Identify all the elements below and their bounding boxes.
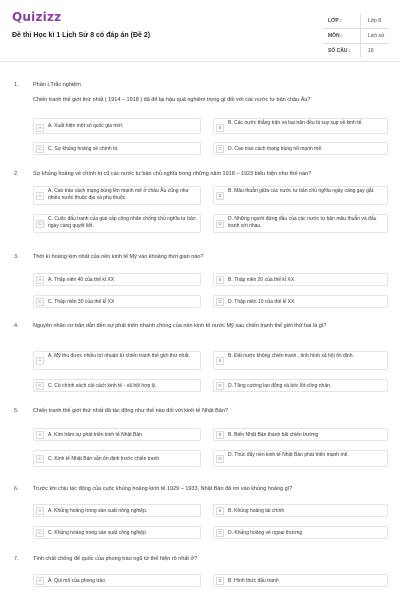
option-text: A. Mỹ thu được nhiều lợi nhuận từ chiến tranh thế giới thứ nhất. [48, 353, 190, 359]
meta-count-value: 10 [368, 48, 374, 54]
question-text: Chiến tranh thế giới thứ nhất ( 1914 – 1918 ) đã để lại hậu quả nghiêm trọng gì đối với các nước tư bản châu Âu? [33, 97, 311, 103]
option-letter: A [36, 276, 44, 284]
option-a[interactable] [33, 574, 201, 587]
option-letter: A [36, 431, 44, 439]
meta-count-label: SỐ CÂU : [328, 48, 351, 54]
option-a[interactable] [33, 504, 201, 517]
option-text: B. Đất nước không chiến tranh , tình hình xã hội ổn định. [228, 353, 354, 359]
option-text: B. Biến Nhật Bản thành bãi chiến trường [228, 432, 319, 438]
option-c[interactable] [33, 214, 201, 233]
option-c[interactable] [33, 379, 201, 392]
option-letter: B [216, 192, 224, 200]
option-c[interactable] [33, 526, 201, 539]
option-letter: D [216, 382, 224, 390]
option-d[interactable] [213, 450, 388, 467]
option-text: C. Có chính sách cải cách kinh tế - xã hội hợp lý. [48, 383, 157, 389]
option-letter: D [216, 455, 224, 463]
option-letter: D [216, 145, 224, 153]
meta-count [322, 44, 390, 57]
option-text: A. Qui mô của phong trào [48, 578, 105, 584]
option-c[interactable] [33, 295, 201, 308]
meta-subject [322, 29, 390, 42]
option-letter: C [36, 529, 44, 537]
option-text: D. Khủng hoảng về ngoại thương [228, 530, 303, 536]
question-number: 4. [14, 323, 19, 329]
option-letter: B [216, 431, 224, 439]
option-a[interactable] [33, 273, 201, 286]
option-d[interactable] [213, 142, 388, 155]
question-number: 5. [14, 408, 19, 414]
option-b[interactable] [213, 574, 388, 587]
option-text: B. Mâu thuẫn giữa các nước tư bản chủ nghĩa ngày càng gay gắt. [228, 188, 375, 194]
option-letter: C [36, 145, 44, 153]
meta-subject-value: Lịch sử [368, 33, 385, 39]
option-b[interactable] [213, 428, 388, 441]
quizizz-logo: Quizizz [12, 10, 62, 24]
option-text: B. Các nước thắng trận và bại trận đều bị suy sụp về kinh tế. [228, 120, 363, 126]
document-header [0, 0, 400, 62]
option-letter: B [216, 276, 224, 284]
option-text: A. Khủng hoảng trong sản xuất nông nghiệp. [48, 508, 148, 514]
question-text: Tính chất chống đế quốc của phong trào ngũ tứ thể hiện rõ nhất ở? [33, 556, 198, 562]
option-letter: C [36, 382, 44, 390]
question-text: Sự khủng hoảng về chính trị cũ các nước tư bản chủ nghĩa trong những năm 1918 – 1923 biểu hiện như thế nào? [33, 171, 312, 177]
option-d[interactable] [213, 526, 388, 539]
option-letter: C [36, 220, 44, 228]
option-d[interactable] [213, 214, 388, 233]
option-a[interactable] [33, 118, 201, 134]
option-b[interactable] [213, 273, 388, 286]
question-number: 2. [14, 171, 19, 177]
option-text: C. Kinh tế Nhật Bản vẫn ổn định trước chiến tranh [48, 456, 160, 462]
option-b[interactable] [213, 186, 388, 205]
option-letter: B [216, 577, 224, 585]
option-d[interactable] [213, 379, 388, 392]
option-d[interactable] [213, 295, 388, 308]
option-letter: B [216, 507, 224, 515]
meta-class [322, 14, 390, 27]
option-letter: C [36, 298, 44, 306]
option-letter: D [216, 529, 224, 537]
option-c[interactable] [33, 142, 201, 155]
question-text: Chiến tranh thế giới thứ nhất đã tác động như thế nào đối với kinh tế Nhật Bản? [33, 408, 228, 414]
option-a[interactable] [33, 351, 201, 370]
option-text: C. Cuộc đấu tranh của giai cấp công nhân chống chủ nghĩa tư bản ngày càng quyết liệt. [48, 216, 196, 229]
option-text: D. Những người đứng đầu của các nước tư bản mâu thuẫn và đấu tranh với nhau. [228, 216, 377, 229]
option-text: B. Khủng hoảng tài chính [228, 508, 285, 514]
option-b[interactable] [213, 118, 388, 134]
option-text: D. Thập niên 10 của thế kỉ XX [228, 299, 295, 305]
option-letter: A [36, 357, 44, 365]
section-label: Phần I.Trắc nghiệm [33, 82, 81, 88]
question-number: 1. [14, 82, 19, 88]
option-letter: A [36, 507, 44, 515]
option-letter: D [216, 220, 224, 228]
document-title: Đề thi Học kì 1 Lịch Sử 8 có đáp án (Đề 2) [12, 32, 151, 39]
option-text: C. Sự khủng hoảng về chính trị. [48, 146, 119, 152]
option-letter: A [36, 577, 44, 585]
option-a[interactable] [33, 186, 201, 205]
option-text: D. Cao trào cách mạng bùng nổ mạnh mẽ. [228, 146, 323, 152]
question-text: Trước khi chịu tác động của cuộc khủng hoảng kinh tế 1929 – 1933, Nhật Bản đã rơi vào khủng hoảng gì? [33, 486, 293, 492]
option-a[interactable] [33, 428, 201, 441]
option-text: D. Tăng cường lao động và bóc lột công nhân. [228, 383, 332, 389]
option-c[interactable] [33, 450, 201, 467]
option-text: B. Hình thức đấu tranh [228, 578, 279, 584]
option-text: C. Thập niên 30 của thế kỉ XX [48, 299, 115, 305]
meta-column-divider [360, 14, 361, 58]
question-number: 7. [14, 556, 19, 562]
option-letter: B [216, 124, 224, 132]
question-number: 6. [14, 486, 19, 492]
option-b[interactable] [213, 351, 388, 370]
option-text: A. Cao trào cách mạng bùng lên mạnh mẽ ở châu Âu cũng như nhiều nước thuộc địa và phụ thuộc. [48, 188, 189, 201]
meta-class-value: Lớp 8 [368, 18, 382, 24]
option-text: A. Xuất hiện một số quốc gia mới. [48, 123, 124, 129]
meta-class-label: LỚP : [328, 18, 342, 24]
option-text: D. Thúc đẩy nền kinh tế Nhật Bản phát triển mạnh mẽ. [228, 452, 349, 458]
option-letter: C [36, 455, 44, 463]
option-text: B. Thập niên 20 của thế kỉ XX [228, 277, 295, 283]
option-letter: D [216, 298, 224, 306]
option-text: A. Thập niên 40 của thế kỉ XX [48, 277, 115, 283]
option-text: C. Khủng hoảng trong sản xuất công nghiệp [48, 530, 146, 536]
option-b[interactable] [213, 504, 388, 517]
meta-subject-label: MÔN : [328, 33, 343, 39]
option-letter: A [36, 124, 44, 132]
option-text: A. Kìm hãm sự phát triển kinh tế Nhật Bản [48, 432, 142, 438]
option-letter: A [36, 192, 44, 200]
question-text: Nguyên nhân cơ bản dẫn đến sự phát triển nhanh chóng của nền kinh tế nước Mỹ sau chiến tranh thế giới thứ hai là gì? [33, 323, 327, 329]
option-letter: B [216, 357, 224, 365]
question-number: 3. [14, 254, 19, 260]
question-text: Thời kì hoàng kim nhất của nền kinh tế Mỹ vào khoảng thời gian nào? [33, 254, 204, 260]
